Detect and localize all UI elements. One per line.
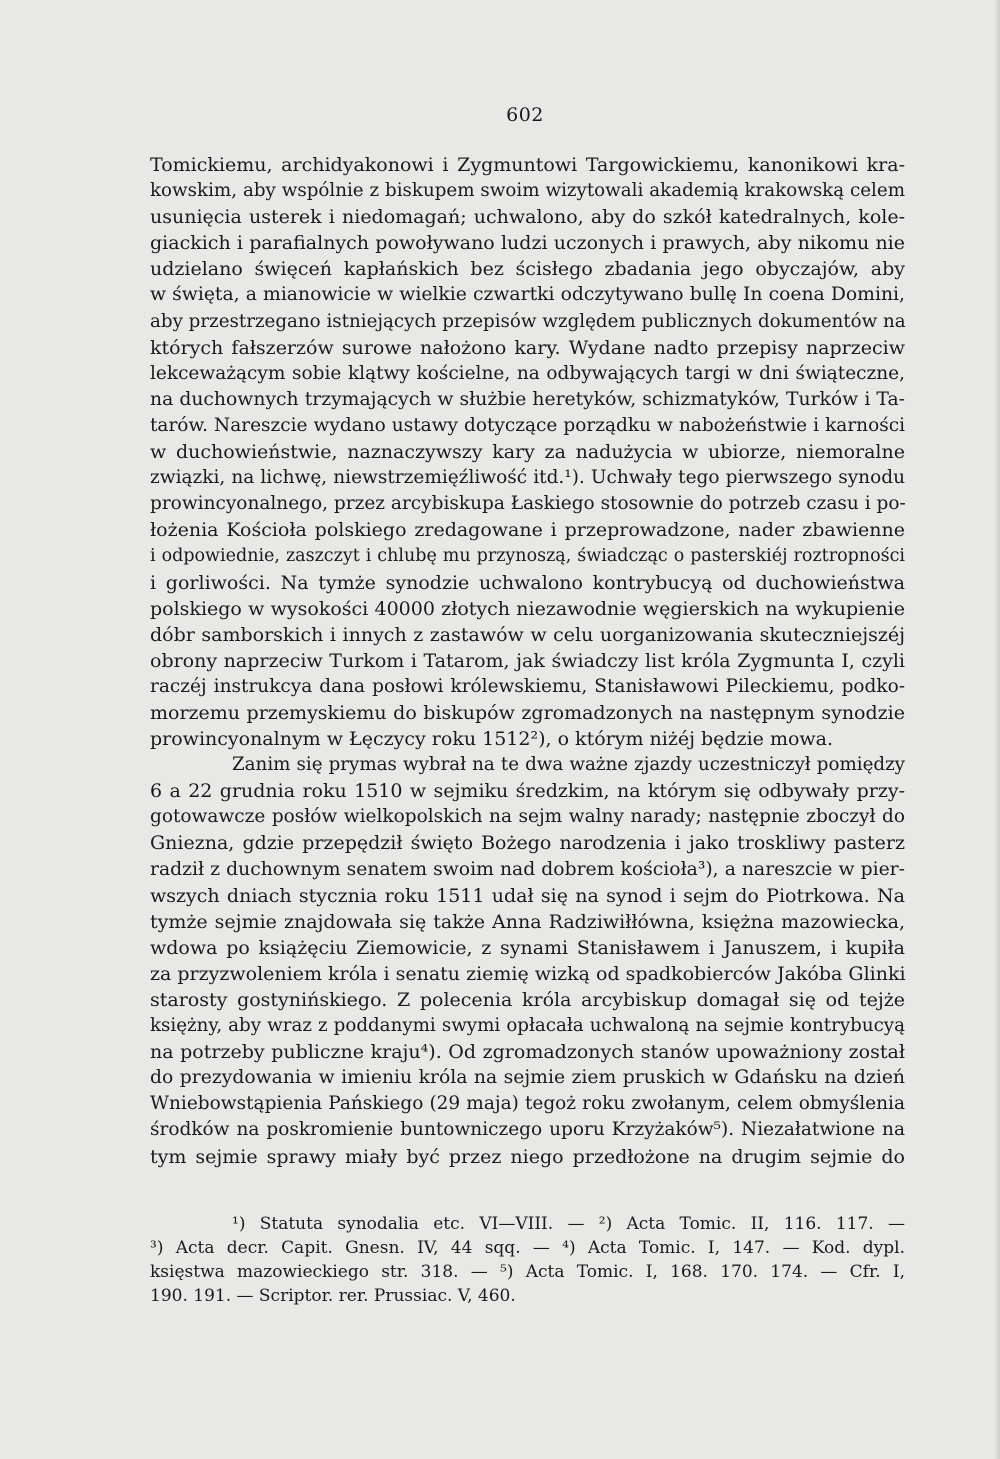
text-line: w święta, a mianowicie w wielkie czwartki odczytywano bullę In coena Domini, xyxy=(150,284,905,306)
text-line: w duchowieństwie, naznaczywszy kary za nadużycia w ubiorze, niemoralne xyxy=(150,441,905,464)
text-line: 6 a 22 grudnia roku 1510 w sejmiku średzkim, na którym się odbywały przy- xyxy=(150,780,905,803)
text-line: kowskim, aby wspólnie z biskupem swoim wizytowali akademią krakowską celem xyxy=(150,180,905,202)
text-line: obrony naprzeciw Turkom i Tatarom, jak świadczy list króla Zygmunta I, czyli xyxy=(150,649,905,672)
text-line: morzemu przemyskiemu do biskupów zgromadzonych na następnym synodzie xyxy=(150,701,905,724)
text-line: środków na poskromienie buntowniczego uporu Krzyżaków⁵). Niezałatwione na xyxy=(150,1119,905,1141)
text-line: gotowawcze posłów wielkopolskich na sejm walny narady; następnie zboczył do xyxy=(150,806,905,828)
text-line: prowincyonalnego, przez arcybiskupa Łaskiego stosownie do potrzeb czasu i po- xyxy=(150,493,906,515)
text-line: Zanim się prymas wybrał na te dwa ważne zjazdy uczestniczył pomiędzy xyxy=(232,754,905,776)
text-line: tym sejmie sprawy miały być przez niego przedłożone na drugim sejmie do xyxy=(150,1145,905,1168)
text-line: na potrzeby publiczne kraju⁴). Od zgromadzonych stanów upoważniony został xyxy=(150,1041,905,1064)
footnotes xyxy=(150,1212,905,1308)
footnote-line: ¹) Statuta synodalia etc. VI—VIII. — ²) Acta Tomic. II, 116. 117. — xyxy=(232,1214,905,1234)
text-line: raczéj instrukcya dana posłowi królewskiemu, Stanisławowi Pileckiemu, podko- xyxy=(150,675,905,697)
text-line: wszych dniach stycznia roku 1511 udał się na synod i sejm do Piotrkowa. Na xyxy=(150,884,905,907)
page-number: 602 xyxy=(506,104,544,126)
body-text xyxy=(150,152,905,1170)
text-line: Wniebowstąpienia Pańskiego (29 maja) tegoż roku zwołanym, celem obmyślenia xyxy=(150,1093,905,1115)
footnote-line: 190. 191. — Scriptor. rer. Prussiac. V, 460. xyxy=(150,1286,516,1306)
text-line: tymże sejmie znajdowała się także Anna Radziwiłłówna, księżna mazowiecka, xyxy=(150,910,905,933)
footnote-line: księstwa mazowieckiego str. 318. — ⁵) Acta Tomic. I, 168. 170. 174. — Cfr. I, xyxy=(150,1262,905,1282)
text-line: starosty gostynińskiego. Z polecenia króla arcybiskup domagał się od tejże xyxy=(150,989,905,1011)
text-line: prowincyonalnym w Łęczycy roku 1512²), o którym niżéj będzie mowa. xyxy=(150,728,834,751)
footnote-line: ³) Acta decr. Capit. Gnesn. IV, 44 sqq. — ⁴) Acta Tomic. I, 147. — Kod. dypl. xyxy=(150,1238,905,1258)
text-line: na duchownych trzymających w służbie heretyków, schizmatyków, Turków i Ta- xyxy=(150,388,905,410)
text-line: i odpowiednie, zaszczyt i chlubę mu przynoszą, świadcząc o pasterskiéj roztropności xyxy=(150,546,905,567)
text-line: wdowa po książęciu Ziemowicie, z synami Stanisławem i Januszem, i kupiła xyxy=(150,936,905,959)
text-line: Gniezna, gdzie przepędził święto Bożego narodzenia i jako troskliwy pasterz xyxy=(150,832,905,855)
text-line: dóbr samborskich i innych z zastawów w celu uorganizowania skuteczniejszéj xyxy=(150,623,905,646)
text-line: udzielano święceń kapłańskich bez ścisłego zbadania jego obyczajów, aby xyxy=(150,258,905,281)
text-line: i gorliwości. Na tymże synodzie uchwalono kontrybucyą od duchowieństwa xyxy=(150,571,905,594)
page-edge-shadow xyxy=(994,0,1000,1459)
text-line: Tomickiemu, archidyakonowi i Zygmuntowi Targowickiemu, kanonikowi kra- xyxy=(150,154,905,176)
text-line: usunięcia usterek i niedomagań; uchwalono, aby do szkół katedralnych, kole- xyxy=(150,206,905,229)
text-line: aby przestrzegano istniejących przepisów względem publicznych dokumentów na xyxy=(150,310,906,332)
text-line: księżny, aby wraz z poddanymi swymi opłacała uchwaloną na sejmie kontrybucyą xyxy=(150,1015,905,1037)
text-line: których fałszerzów surowe nałożono kary. Wydane nadto przepisy naprzeciw xyxy=(150,336,905,359)
text-line: łożenia Kościoła polskiego zredagowane i przeprowadzone, nader zbawienne xyxy=(150,519,905,542)
text-line: tarów. Nareszcie wydano ustawy dotyczące porządku w nabożeństwie i karności xyxy=(150,414,905,436)
text-line: lekceważącym sobie klątwy kościelne, na odbywających targi w dni świąteczne, xyxy=(150,362,905,384)
text-line: do prezydowania w imieniu króla na sejmie ziem pruskich w Gdańsku na dzień xyxy=(150,1067,905,1089)
text-line: radził z duchownym senatem swoim nad dobrem kościoła³), a nareszcie w pier- xyxy=(150,858,905,880)
text-line: za przyzwoleniem króla i senatu ziemię wizką od spadkobierców Jakóba Glinki xyxy=(150,962,906,985)
text-line: giackich i parafialnych powoływano ludzi uczonych i prawych, aby nikomu nie xyxy=(150,232,905,255)
text-line: polskiego w wysokości 40000 złotych niezawodnie węgierskich na wykupienie xyxy=(150,597,905,620)
text-line: związki, na lichwę, niewstrzemięźliwość itd.¹). Uchwały tego pierwszego synodu xyxy=(150,467,905,489)
